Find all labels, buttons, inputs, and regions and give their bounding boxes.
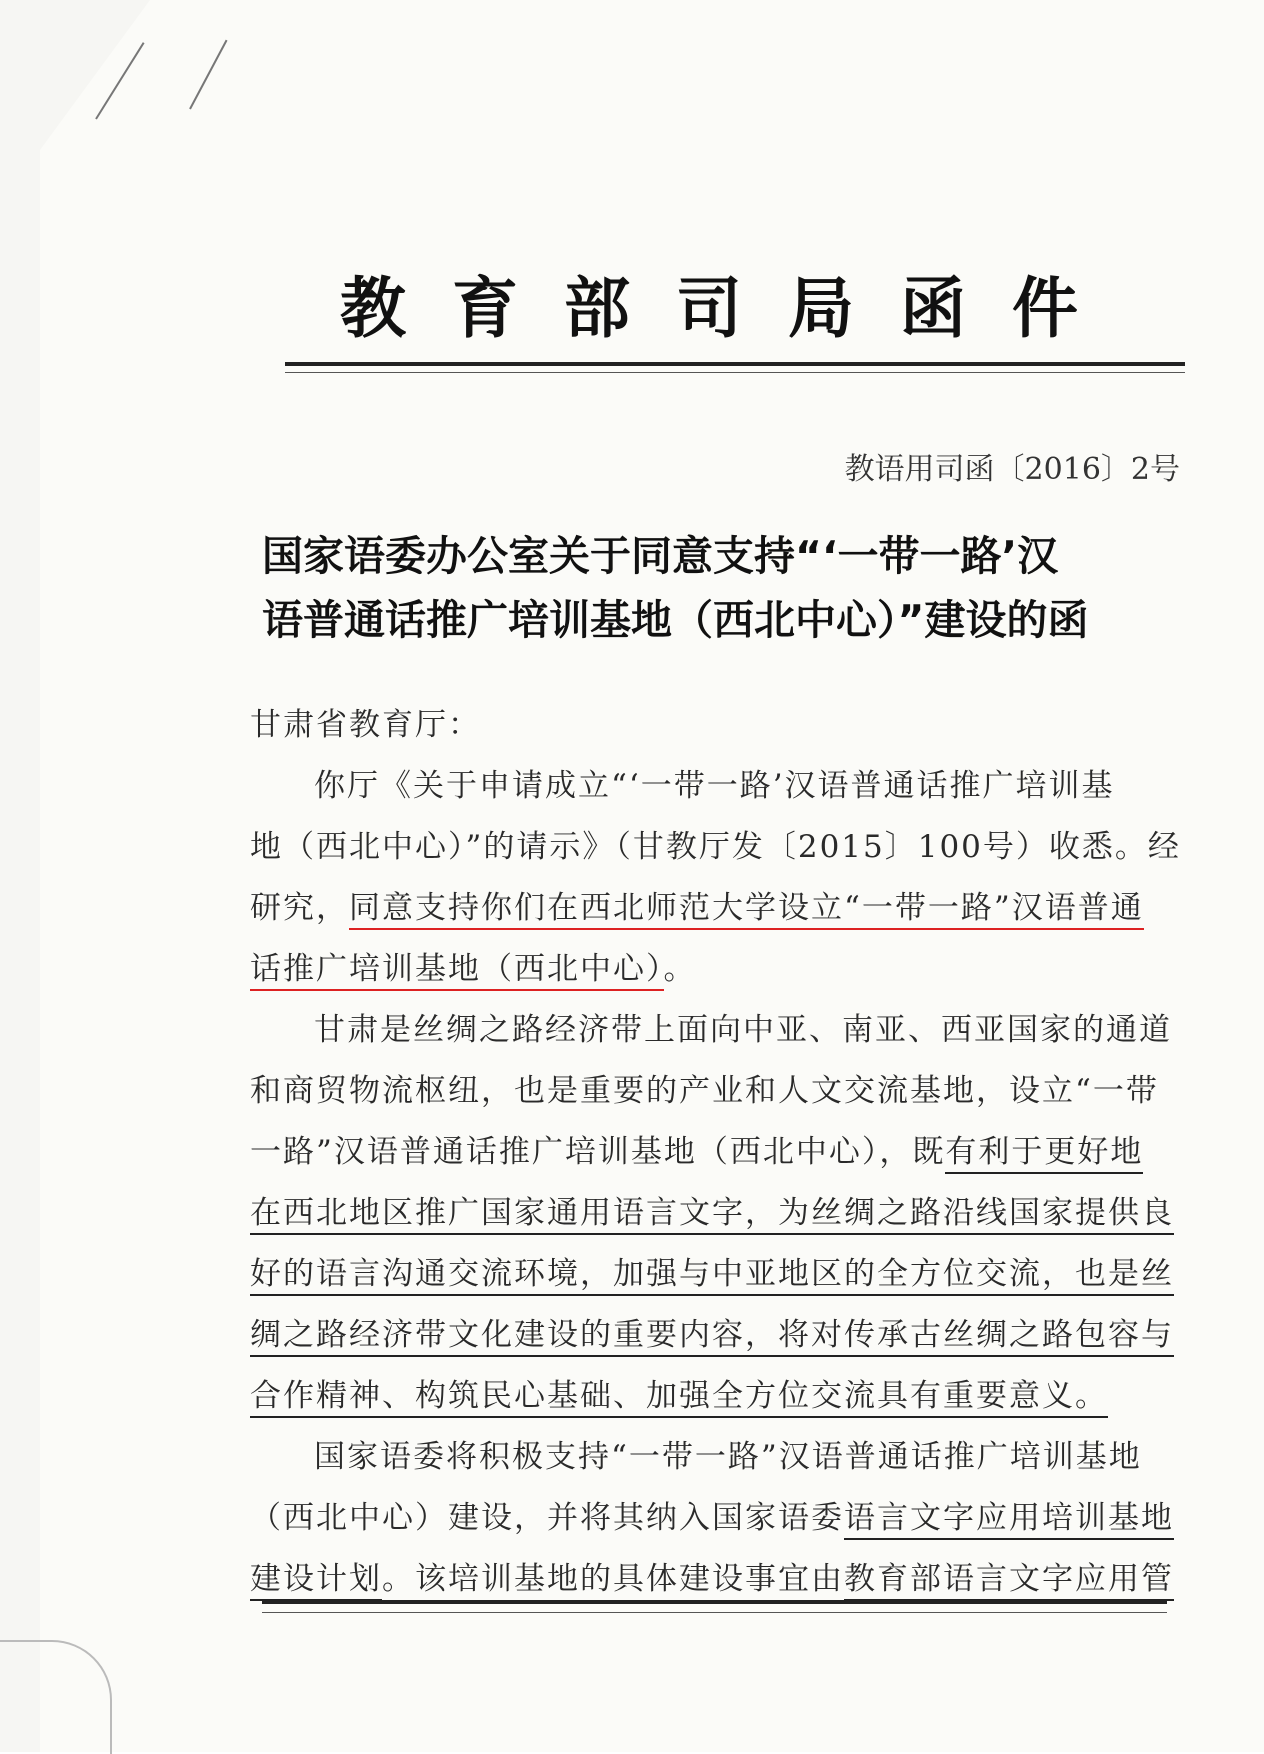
- paragraph-line: [250, 1244, 1180, 1305]
- text-run: 地（西北中心）”的请示》（甘教厅发〔2015〕100号）收悉。经: [250, 829, 1181, 865]
- header-rule: [285, 362, 1185, 366]
- underlined-text: 有利于更好地: [945, 1134, 1143, 1174]
- underlined-text: 教育部语言文字应用管: [844, 1561, 1174, 1601]
- red-underlined-text: 同意支持你们在西北师范大学设立“一带一路”汉语普通: [349, 890, 1144, 930]
- paragraph-line: [250, 1305, 1180, 1366]
- text-run: 和商贸物流枢纽，也是重要的产业和人文交流基地，设立“一带: [250, 1073, 1159, 1109]
- letter-title-line: 语普通话推广培训基地（西北中心）”建设的函: [262, 596, 1089, 644]
- letter-title: [262, 524, 1192, 652]
- paragraph-line: [250, 817, 1180, 878]
- text-run: 甘肃是丝绸之路经济带上面向中亚、南亚、西亚国家的通道: [314, 1012, 1172, 1048]
- text-run: 一路”汉语普通话推广培训基地（西北中心），既: [250, 1134, 946, 1170]
- text-run: 。: [663, 951, 697, 987]
- letter-body: [250, 695, 1180, 1610]
- paragraph-line: [250, 756, 1180, 817]
- paragraph-line: [250, 1427, 1180, 1488]
- underlined-text: 建设计划: [250, 1561, 382, 1601]
- text-run: 国家语委将积极支持“一带一路”汉语普通话推广培训基地: [314, 1439, 1142, 1475]
- footer-rule: [262, 1600, 1167, 1604]
- paragraph-line: [250, 1122, 1180, 1183]
- underlined-text: 语言文字应用培训基地: [844, 1500, 1174, 1540]
- red-underlined-text: 话推广培训基地（西北中心）: [250, 951, 664, 991]
- paragraph-line: [250, 1366, 1180, 1427]
- underlined-text: 在西北地区推广国家通用语言文字，为丝绸之路沿线国家提供良: [250, 1195, 1174, 1235]
- header-rule-thin: [285, 372, 1185, 373]
- paragraph-line: [250, 1488, 1180, 1549]
- letter-title-line: 国家语委办公室关于同意支持“‘一带一路’汉: [262, 532, 1059, 580]
- text-run: （西北中心）建设，并将其纳入国家语委: [250, 1500, 844, 1536]
- paragraph-line: [250, 1061, 1180, 1122]
- paragraph-line: [250, 939, 1180, 1000]
- underlined-text: 绸之路经济带文化建设的重要内容，将对传承古丝绸之路包容与: [250, 1317, 1174, 1357]
- paragraph-line: [250, 1183, 1180, 1244]
- paragraph-line: [250, 1000, 1180, 1061]
- document-number: 教语用司函〔2016〕2号: [844, 452, 1180, 487]
- letterhead-title: 教育部司局函件: [340, 270, 1124, 347]
- text-run: 研究，: [250, 890, 349, 926]
- text-run: 你厅《关于申请成立“‘一带一路’汉语普通话推广培训基: [314, 768, 1115, 804]
- text-run: 。该培训基地的具体建设事宜由: [382, 1561, 844, 1597]
- underlined-text: 好的语言沟通交流环境，加强与中亚地区的全方位交流，也是丝: [250, 1256, 1174, 1296]
- paragraph-line: [250, 878, 1180, 939]
- salutation: 甘肃省教育厅：: [250, 707, 481, 743]
- underlined-text: 合作精神、构筑民心基础、加强全方位交流具有重要意义。: [250, 1378, 1108, 1418]
- footer-rule-thin: [262, 1612, 1167, 1613]
